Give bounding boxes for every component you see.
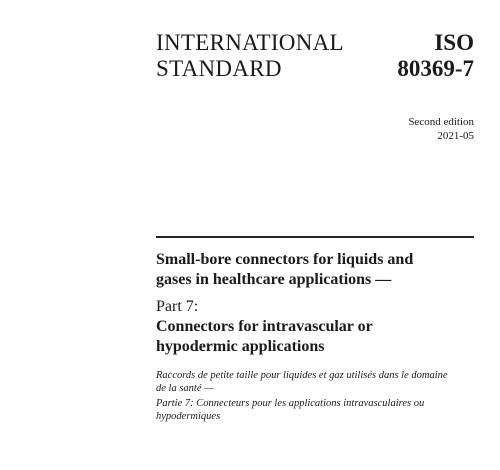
document-type bbox=[156, 30, 344, 82]
main-title bbox=[156, 250, 476, 290]
edition-label: Second edition bbox=[408, 116, 474, 128]
title-divider bbox=[156, 236, 474, 238]
french-part-title-line-2: hypodermiques bbox=[156, 411, 221, 422]
french-main-title bbox=[156, 369, 476, 395]
part-title bbox=[156, 317, 476, 357]
publication-date: 2021-05 bbox=[437, 130, 474, 142]
edition-info bbox=[408, 115, 474, 143]
standard-number bbox=[397, 30, 474, 82]
document-type-line-1: INTERNATIONAL bbox=[156, 30, 344, 55]
main-title-line-2: gases in healthcare applications — bbox=[156, 271, 392, 288]
part-title-line-1: Connectors for intravascular or bbox=[156, 318, 373, 335]
standard-number-prefix: ISO bbox=[434, 30, 474, 55]
part-label: Part 7: bbox=[156, 298, 199, 315]
french-part-title bbox=[156, 397, 476, 423]
part-title-line-2: hypodermic applications bbox=[156, 338, 325, 355]
main-title-line-1: Small-bore connectors for liquids and bbox=[156, 251, 414, 268]
french-main-title-line-2: de la santé — bbox=[156, 383, 214, 394]
french-part-title-line-1: Partie 7: Connecteurs pour les applications intravasculaires ou bbox=[156, 398, 425, 409]
document-type-line-2: STANDARD bbox=[156, 56, 282, 81]
french-main-title-line-1: Raccords de petite taille pour liquides et gaz utilisés dans le domaine bbox=[156, 370, 448, 381]
standard-number-value: 80369-7 bbox=[397, 56, 474, 81]
